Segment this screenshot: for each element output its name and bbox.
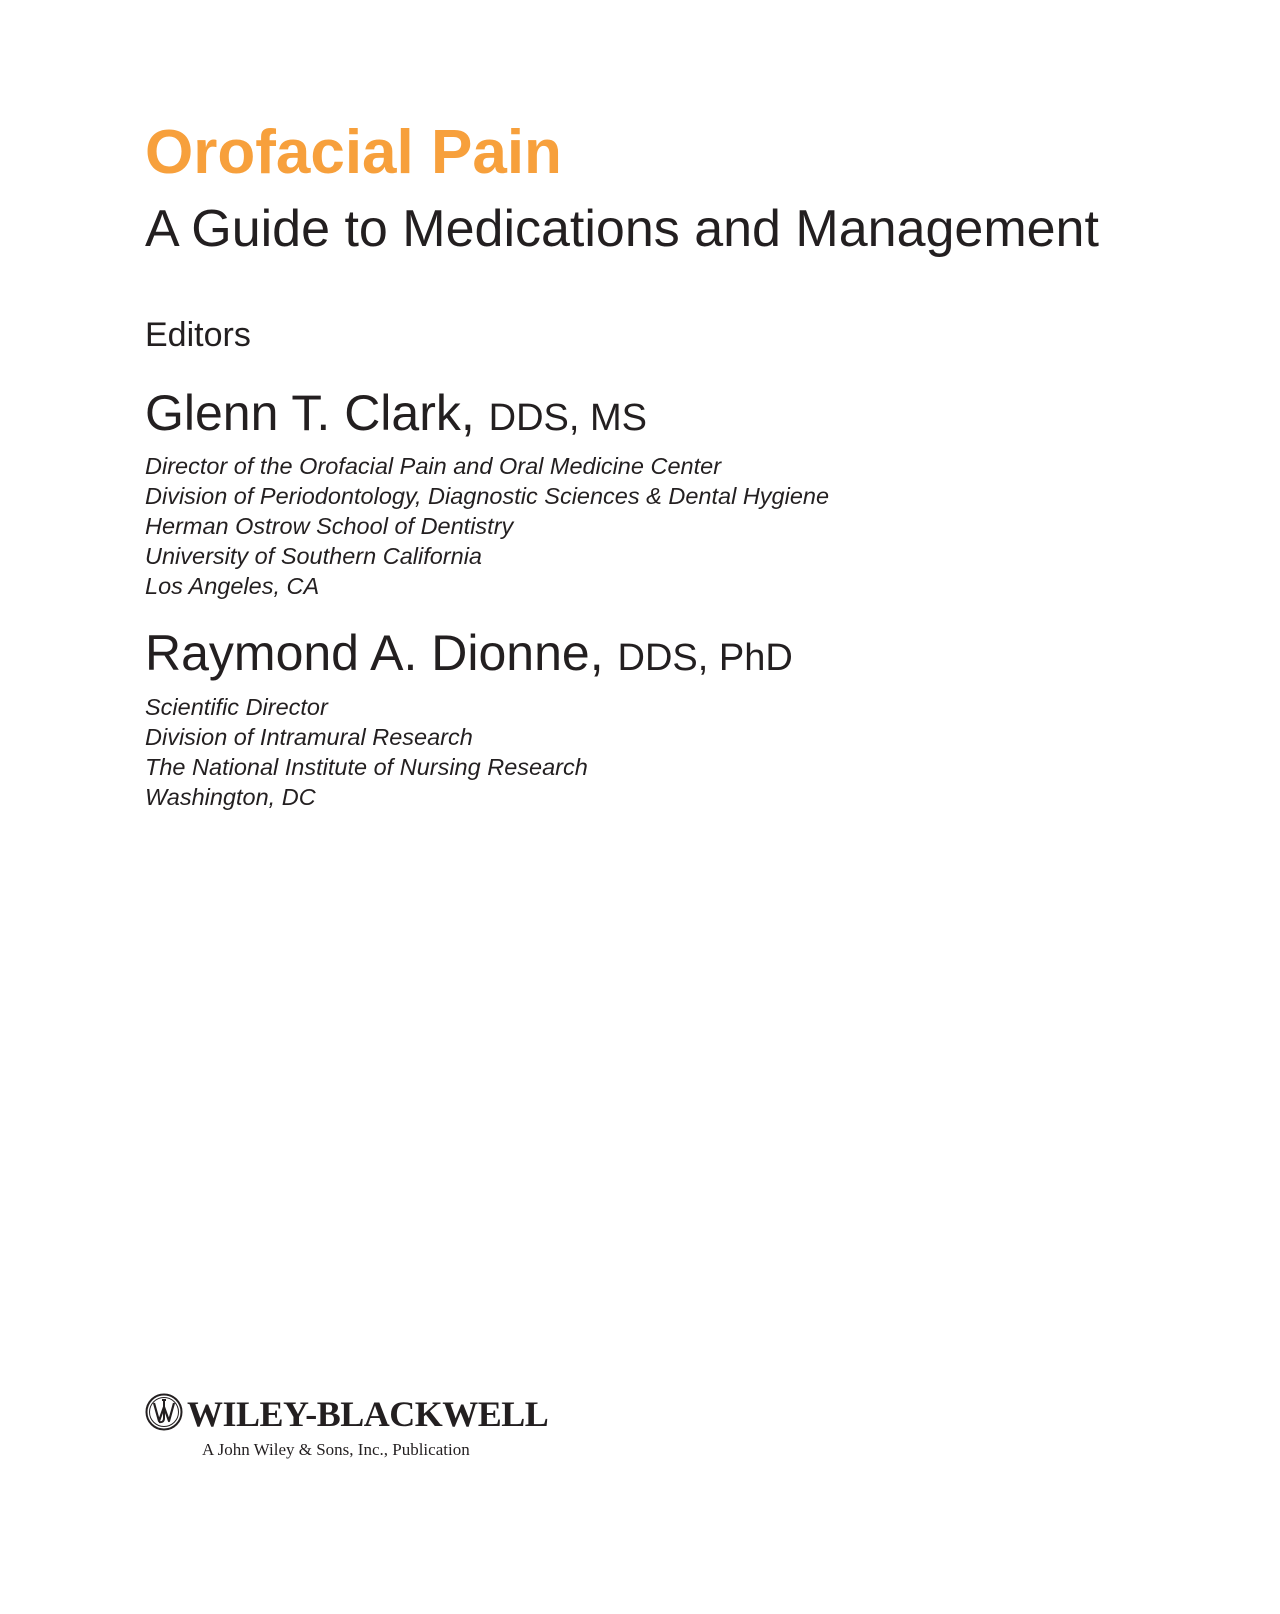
book-subtitle: A Guide to Medications and Management: [145, 200, 1099, 258]
editor-2-affiliation: [145, 692, 588, 812]
editor-1-name: [145, 385, 648, 441]
editor-2-fullname: Raymond A. Dionne,: [145, 625, 604, 681]
affiliation-line: Herman Ostrow School of Dentistry: [145, 513, 514, 539]
editor-2-degrees: DDS, PhD: [617, 637, 793, 679]
affiliation-line: Division of Intramural Research: [145, 724, 473, 750]
affiliation-line: Washington, DC: [145, 784, 316, 810]
affiliation-line: Director of the Orofacial Pain and Oral Medicine Center: [145, 453, 722, 479]
affiliation-line: Scientific Director: [145, 694, 328, 720]
publisher-name: WILEY-BLACKWELL: [187, 1394, 549, 1434]
wiley-jw-seal-icon: [145, 1392, 185, 1432]
editor-1-degrees: DDS, MS: [488, 397, 648, 439]
publisher-tagline: A John Wiley & Sons, Inc., Publication: [202, 1440, 470, 1459]
affiliation-line: Los Angeles, CA: [145, 573, 320, 599]
affiliation-line: Division of Periodontology, Diagnostic Sciences & Dental Hygiene: [145, 483, 830, 509]
book-title: Orofacial Pain: [145, 118, 562, 187]
editor-1-affiliation: [145, 451, 829, 601]
affiliation-line: University of Southern California: [145, 543, 482, 569]
editor-1-fullname: Glenn T. Clark,: [145, 385, 475, 441]
editors-label: Editors: [145, 316, 251, 354]
publisher-imprint: [145, 1392, 565, 1472]
affiliation-line: The National Institute of Nursing Research: [145, 754, 588, 780]
editor-2-name: [145, 625, 793, 681]
